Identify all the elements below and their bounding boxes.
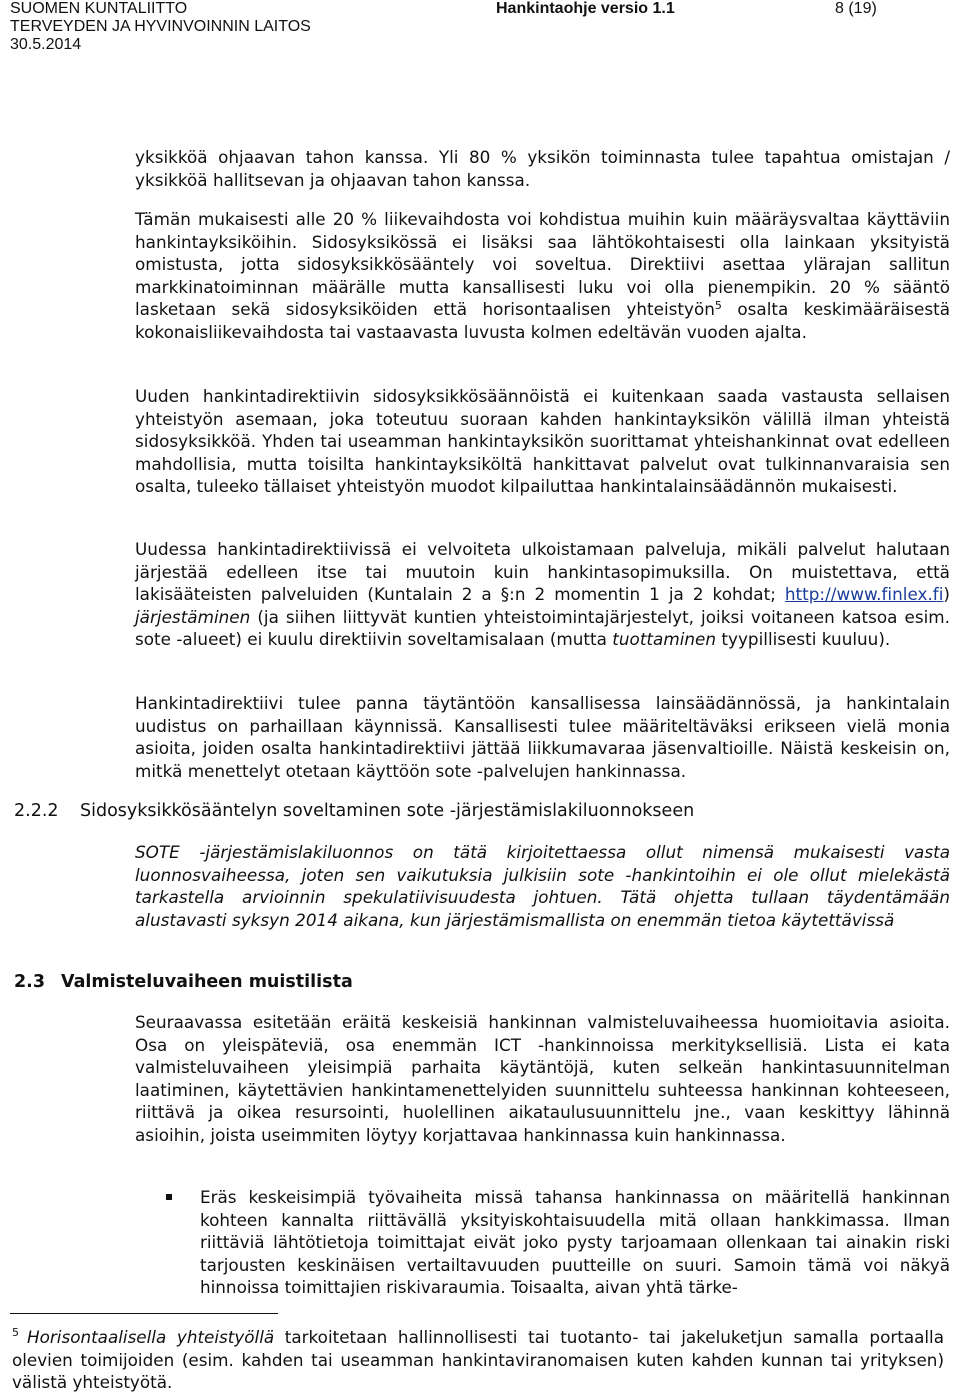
paragraph-text: Uudessa hankintadirektiivissä ei velvoiteta ulkoistamaan palveluja, mikäli palvelut halutaan järjestää edelleen itse tai muutoin kuin hankintasopimuksilla. On muistettava, että lakisääteisten palveluiden (Kuntalain 2 a §:n 2 momentin 1 ja 2 kohdat; [135, 539, 950, 604]
paragraph-text: osalta keskimääräisestä kokonaisliikevaihdosta tai vastaavasta luvusta kolmen edeltävän vuoden ajalta. [135, 299, 950, 342]
header-doc-title: Hankintaohje versio 1.1 [496, 0, 675, 17]
footnote-term: Horisontaalisella yhteistyöllä [27, 1327, 275, 1347]
paragraph-checklist-intro: Seuraavassa esitetään eräitä keskeisiä hankinnan valmisteluvaiheessa huomioitavia asioita. Osa on yleispäteviä, osa enemmän ICT -hankinnoissa merkityksellisiä. Lista ei kata valmisteluvaiheen yleisimpiä parhaita käytäntöjä, kuten selkeän hankintasuunnitelman laatiminen, käytettävien hankintamenettelyiden suunnittelu suhteessa hankinnan kohteeseen, riittävä ja oikea resursointi, huolellinen aikataulusuunnittelu jne., vaan keskittyy lähinnä asioihin, joista useimmiten löytyy korjattavaa hankinnassa kuin hankinnassa. [135, 1012, 950, 1145]
finlex-link[interactable]: http://www.finlex.fi [784, 584, 944, 604]
section-title: Valmisteluvaiheen muistilista [61, 972, 353, 992]
paragraph-sote-draft: SOTE -järjestämislakiluonnos on tätä kirjoitettaessa ollut nimensä mukaisesti vasta luonnosvaiheessa, joten sen vaikutuksia julkisiin sote -hankintoihin ei ole ollut mielekästä tarkastella arvioinnin spekulatiivisuudesta johtuen. Tätä ohjetta tullaan täydentämään alustavasti syksyn 2014 aikana, kun järjestämismallista on enemmän tietoa käytettävissä [135, 842, 950, 930]
header-org-line2: TERVEYDEN JA HYVINVOINNIN LAITOS [10, 18, 311, 35]
footnote-text: tarkoitetaan hallinnollisesti tai tuotanto- tai jakeluketjun samalla portaalla olevien toimijoiden (esim. kahden tai useamman hankintaviranomaisen kuten kahden kunnan tai yrityksen) välistä yhteistyötä. [12, 1327, 945, 1392]
paragraph-outsourcing [135, 538, 950, 651]
section-heading-2-2-2 [14, 800, 694, 822]
paragraph-text: tyypillisesti kuuluu). [716, 629, 891, 649]
paragraph-turnover-limit [135, 208, 950, 343]
section-title: Sidosyksikkösääntelyn soveltaminen sote -järjestämislakiluonnokseen [80, 801, 695, 821]
paragraph-in-house-control: yksikköä ohjaavan tahon kanssa. Yli 80 % yksikön toiminnasta tulee tapahtua omistajan / yksikköä hallitsevan ja ohjaavan tahon kanssa. [135, 147, 950, 190]
bullet-square-icon [166, 1194, 172, 1200]
paragraph-text: Tämän mukaisesti alle 20 % liikevaihdosta voi kohdistua muihin kuin määräysvaltaa käyttäviin hankintayksiköihin. Sidosyksikössä ei lisäksi saa lähtökohtaisesti olla lainkaan yksityistä omistusta, jotta sidosyksikkösääntely voi soveltua. Direktiivi asettaa ylärajan sallitun markkinatoiminnan määrälle mutta kansallisesti luku voi olla pienempikin. 20 % sääntö lasketaan sekä sidosyksiköiden että horisontaalisen yhteistyön [135, 209, 950, 319]
header-page-number: 8 (19) [835, 0, 877, 17]
header-org-line1: SUOMEN KUNTALIITTO [10, 0, 188, 17]
emphasis-text: järjestäminen [135, 606, 251, 627]
section-number: 2.3 [14, 972, 46, 992]
footnote-reference[interactable]: 5 [714, 299, 722, 312]
header-organization [10, 0, 410, 54]
paragraph-text: (ja siihen liittyvät kuntien yhteistoimintajärjestelyt, joiksi voitaneen katsoa esim. sote -alueet) ei kuulu direktiivin soveltamisalaan (mutta [135, 606, 950, 649]
footnote-number: 5 [12, 1326, 19, 1339]
footnote [12, 1326, 944, 1394]
footnote-divider [10, 1313, 278, 1314]
header-date: 30.5.2014 [10, 36, 82, 53]
paragraph-text: ) [943, 584, 950, 604]
paragraph-national-implementation: Hankintadirektiivi tulee panna täytäntöön kansallisessa lainsäädännössä, ja hankintalain uudistus on parhaillaan käynnissä. Kansallisesti tulee määriteltäväksi erikseen vielä monia asioita, joiden osalta hankintadirektiivi jättää liikkumavaraa jäsenvaltioille. Näistä keskeisin on, mitkä menettelyt otetaan käyttöön sote -palvelujen hankinnassa. [135, 693, 950, 781]
emphasis-text: tuottaminen [612, 629, 717, 649]
list-item: Eräs keskeisimpiä työvaiheita missä tahansa hankinnassa on määritellä hankinnan kohteen kannalta riittävällä yksityiskohtaisuudella mitä ollaan hankkimassa. Ilman riittäviä lähtötietoja toimittajat eivät joko pysty tarjoamaan ollenkaan tai ainakin riski tarjousten keskinäisen vertailtavuuden puutteille on suuri. Samoin tämä voi näkyä hinnoissa toimittajien riskivaraumia. Toisaalta, aivan yhtä tärke- [200, 1187, 950, 1297]
section-heading-2-3 [14, 971, 353, 993]
section-number: 2.2.2 [14, 801, 59, 821]
paragraph-cooperation: Uuden hankintadirektiivin sidosyksikkösäännöistä ei kuitenkaan saada vastausta sellaisen yhteistyön asemaan, joka toteutuu suoraan kahden hankintayksikön välillä ilman yhteistä sidosyksikköä. Yhden tai useamman hankintayksikön suorittamat yhteishankinnat ovat edelleen mahdollisia, mutta toisilta hankintayksiköltä hankittavat palvelut ovat tulkinnanvaraisia sen osalta, tuleeko tällaiset yhteistyön muodot kilpailuttaa hankintalainsäädännön mukaisesti. [135, 386, 950, 496]
page-header [10, 0, 950, 56]
